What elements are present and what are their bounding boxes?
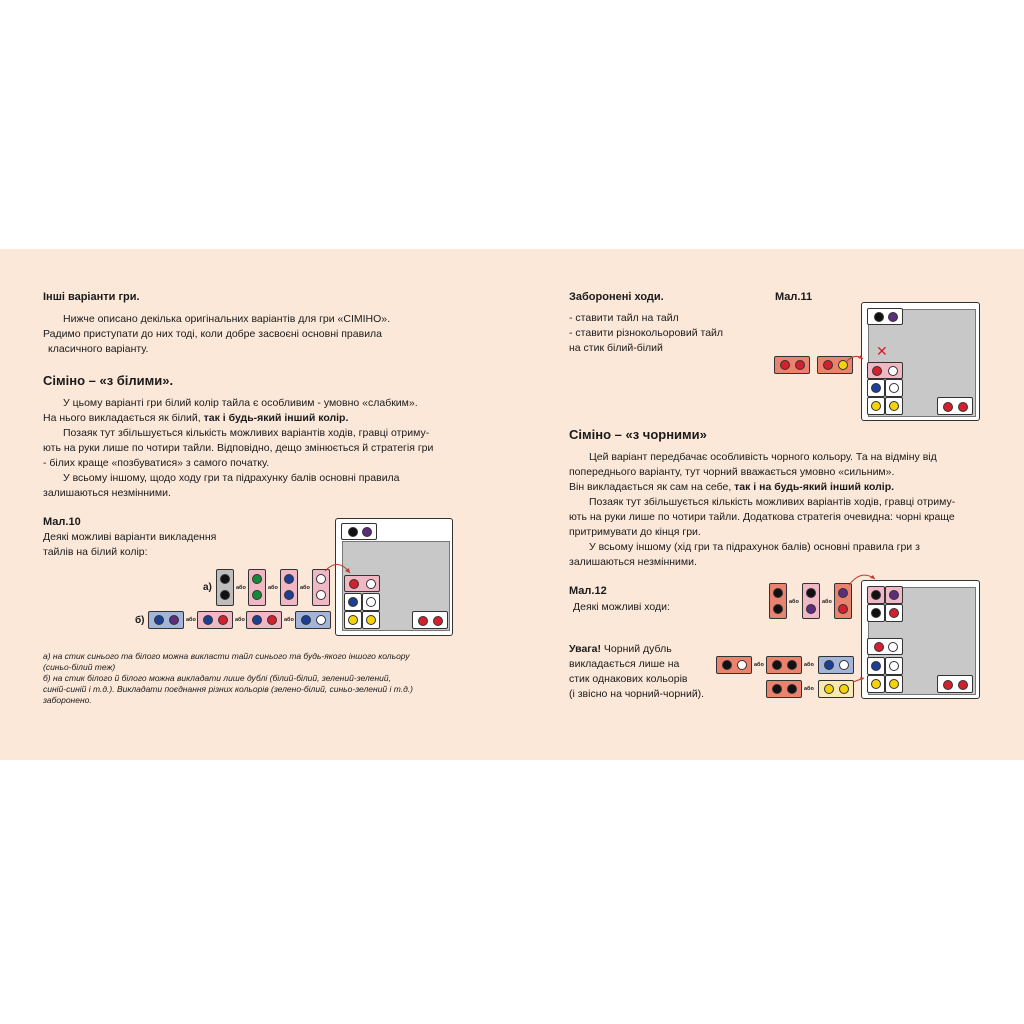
color-dot [871, 608, 881, 618]
fig12-board [861, 580, 980, 699]
color-dot [943, 680, 953, 690]
domino-tile [885, 397, 903, 415]
or-label: або [186, 617, 196, 623]
fig10-caption: Деякі можливі варіанти викладення тайлів на білий колір: [43, 531, 217, 558]
or-label: або [300, 585, 310, 591]
color-dot [348, 615, 358, 625]
color-dot [722, 660, 732, 670]
color-dot [943, 402, 953, 412]
color-dot [889, 661, 899, 671]
color-dot [889, 401, 899, 411]
subheading-black: Сіміно – «з чорними» [569, 427, 707, 442]
color-dot [780, 360, 790, 370]
domino-tile [769, 583, 787, 619]
color-dot [772, 684, 782, 694]
black-rules-text: Цей варіант передбачає особливість чорного кольору. Та на відміну від попереднього варіанту, тут чорний вважається умовно «сильним». Він викладається як сам на себе, так і на будь-який інший колір. Позаяк тут збільшується кількість можливих варіантів ходів, гравці отриму- ють на руки лише по чотири тайли. Додаткова стратегія очевидна: чорні краще притримувати до кінця гри. У всьому іншому (хід гри та підрахунок балів) основні правила гри з залишаються незмінними. [569, 451, 956, 568]
color-dot [348, 527, 358, 537]
color-dot [795, 360, 805, 370]
fig11-label: Мал.11 [775, 291, 813, 303]
color-dot [823, 360, 833, 370]
subheading-white: Сіміно – «з білими». [43, 373, 174, 388]
domino-tile [344, 611, 362, 629]
color-dot [154, 615, 164, 625]
color-dot [316, 615, 326, 625]
domino-tile [362, 611, 380, 629]
domino-tile [885, 379, 903, 397]
color-dot [958, 680, 968, 690]
white-rules-text: У цьому варіанті гри білий колір тайла є особливим - умовно «слабким». На нього викладається як білий, так і будь-який інший колір. Позаяк тут збільшується кількість можливих варіантів ходів, гравці отриму- ють на руки лише по чотири тайли. Відповідно, дещо змінюється й стратегія гри - білих краще «позбуватися» з самого початку. У всьому іншому, щодо ходу гри та підрахунку балів основні правила залишаються незмінними. [43, 397, 434, 499]
color-dot [366, 597, 376, 607]
cross-icon: ✕ [876, 343, 888, 359]
color-dot [787, 684, 797, 694]
color-dot [838, 604, 848, 614]
color-dot [252, 615, 262, 625]
color-dot [889, 679, 899, 689]
color-dot [220, 590, 230, 600]
heading-variants: Інші варіанти гри. [43, 291, 140, 303]
domino-tile [867, 308, 903, 325]
color-dot [824, 684, 834, 694]
domino-tile [937, 675, 973, 693]
domino-tile [818, 680, 854, 698]
domino-tile [937, 397, 973, 415]
fig12-caption: Деякі можливі ходи: [573, 601, 670, 613]
color-dot [874, 642, 884, 652]
color-dot [871, 590, 881, 600]
row-a-label: а) [203, 582, 212, 593]
domino-tile [867, 397, 885, 415]
color-dot [806, 604, 816, 614]
row-b-label: б) [135, 615, 145, 626]
domino-tile [802, 583, 820, 619]
fig11-arrow [845, 349, 870, 369]
color-dot [169, 615, 179, 625]
color-dot [772, 660, 782, 670]
domino-tile [885, 657, 903, 675]
color-dot [301, 615, 311, 625]
or-label: або [789, 599, 799, 605]
fig12-label: Мал.12 [569, 585, 607, 597]
intro-text: Нижче описано декілька оригінальних варіантів для гри «СІМІНО». Радимо приступати до них тоді, коли добре засвоєні основні правила класичного варіанту. [43, 313, 391, 355]
color-dot [839, 684, 849, 694]
color-dot [284, 574, 294, 584]
domino-tile [248, 569, 266, 606]
fig12-arrow-top [845, 567, 885, 591]
color-dot [252, 590, 262, 600]
domino-tile [885, 675, 903, 693]
domino-tile [341, 523, 377, 540]
domino-tile [246, 611, 282, 629]
domino-tile [295, 611, 331, 629]
color-dot [874, 312, 884, 322]
color-dot [773, 588, 783, 598]
or-label: або [236, 585, 246, 591]
domino-tile [774, 356, 810, 374]
color-dot [871, 401, 881, 411]
color-dot [871, 679, 881, 689]
domino-tile [867, 638, 903, 655]
forbidden-list: - ставити тайл на тайл - ставити різнокольоровий тайл на стик білий-білий [569, 312, 724, 354]
domino-tile [867, 675, 885, 693]
fig11-board [861, 302, 980, 421]
forbidden-heading: Заборонені ходи. [569, 291, 664, 303]
color-dot [218, 615, 228, 625]
color-dot [787, 660, 797, 670]
domino-tile [885, 604, 903, 622]
color-dot [888, 642, 898, 652]
color-dot [366, 615, 376, 625]
color-dot [888, 312, 898, 322]
domino-tile [766, 680, 802, 698]
or-label: або [268, 585, 278, 591]
domino-tile [867, 657, 885, 675]
or-label: або [804, 686, 814, 692]
color-dot [839, 660, 849, 670]
color-dot [203, 615, 213, 625]
color-dot [433, 616, 443, 626]
color-dot [348, 597, 358, 607]
color-dot [418, 616, 428, 626]
color-dot [806, 588, 816, 598]
domino-tile [867, 379, 885, 397]
fig12-arrow-bottom [852, 674, 868, 686]
fig10-label: Мал.10 [43, 516, 81, 528]
or-label: або [804, 662, 814, 668]
color-dot [284, 590, 294, 600]
domino-tile [867, 362, 903, 379]
color-dot [824, 660, 834, 670]
color-dot [267, 615, 277, 625]
domino-tile [867, 604, 885, 622]
warning-text: Увага! Чорний дубль викладається лише на стик однакових кольорів (і звісно на чорний-чорний). [569, 643, 705, 700]
or-label: або [235, 617, 245, 623]
color-dot [889, 383, 899, 393]
color-dot [773, 604, 783, 614]
domino-tile [197, 611, 233, 629]
or-label: або [822, 599, 832, 605]
domino-tile [885, 586, 903, 604]
domino-tile [766, 656, 802, 674]
color-dot [889, 590, 899, 600]
color-dot [872, 366, 882, 376]
fig10-arrow [320, 549, 370, 589]
domino-tile [818, 656, 854, 674]
domino-tile [344, 593, 362, 611]
domino-tile [362, 593, 380, 611]
color-dot [889, 608, 899, 618]
domino-tile [148, 611, 184, 629]
color-dot [958, 402, 968, 412]
color-dot [220, 574, 230, 584]
or-label: або [284, 617, 294, 623]
color-dot [362, 527, 372, 537]
color-dot [888, 366, 898, 376]
domino-tile [216, 569, 234, 606]
domino-tile [412, 611, 448, 629]
color-dot [871, 661, 881, 671]
color-dot [316, 590, 326, 600]
fig10-notes: а) на стик синього та білого можна викласти тайл синього та будь-якого іншого кольору (синьо-білий теж) б) на стик білого й білого можна викладати лише дублі (білий-білий, зелений-зелений, синій-синій і т.д.). Викладати поєднання різних кольорів (зелено-білий, синьо-зелений і т.д.) заборонено. [43, 651, 414, 705]
color-dot [252, 574, 262, 584]
color-dot [871, 383, 881, 393]
or-label: або [754, 662, 764, 668]
color-dot [737, 660, 747, 670]
domino-tile [716, 656, 752, 674]
book-spread [0, 249, 1024, 760]
domino-tile [280, 569, 298, 606]
